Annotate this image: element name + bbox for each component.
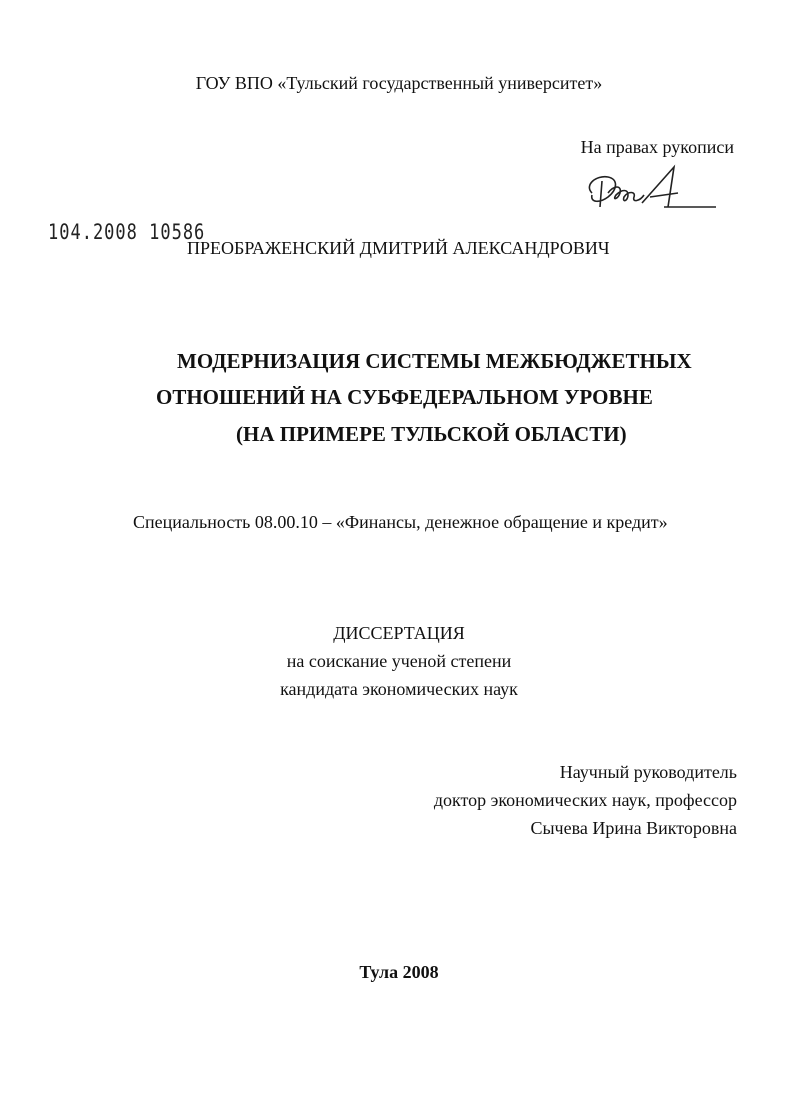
author-signature: [578, 163, 718, 223]
supervisor-degree: доктор экономических наук, профессор: [433, 790, 737, 810]
degree-name-line: кандидата экономических наук: [280, 679, 518, 699]
institution-name: ГОУ ВПО «Тульский государственный университет»: [195, 73, 603, 93]
dissertation-title-line-3: (НА ПРИМЕРЕ ТУЛЬСКОЙ ОБЛАСТИ): [236, 422, 627, 446]
manuscript-rights-note: На правах рукописи: [580, 137, 734, 157]
dissertation-title-line-1: МОДЕРНИЗАЦИЯ СИСТЕМЫ МЕЖБЮДЖЕТНЫХ: [177, 349, 692, 373]
author-name: ПРЕОБРАЖЕНСКИЙ ДМИТРИЙ АЛЕКСАНДРОВИЧ: [187, 238, 610, 258]
dissertation-heading: ДИССЕРТАЦИЯ: [333, 623, 465, 643]
supervisor-role: Научный руководитель: [559, 762, 737, 782]
specialty-line: Специальность 08.00.10 – «Финансы, денежное обращение и кредит»: [133, 512, 668, 532]
supervisor-name: Сычева Ирина Викторовна: [530, 818, 737, 838]
registration-stamp-number: 104.2008 10586: [48, 220, 206, 245]
city-and-year: Тула 2008: [359, 962, 439, 982]
dissertation-title-line-2: ОТНОШЕНИЙ НА СУБФЕДЕРАЛЬНОМ УРОВНЕ: [156, 385, 653, 409]
degree-purpose-line: на соискание ученой степени: [286, 651, 512, 671]
